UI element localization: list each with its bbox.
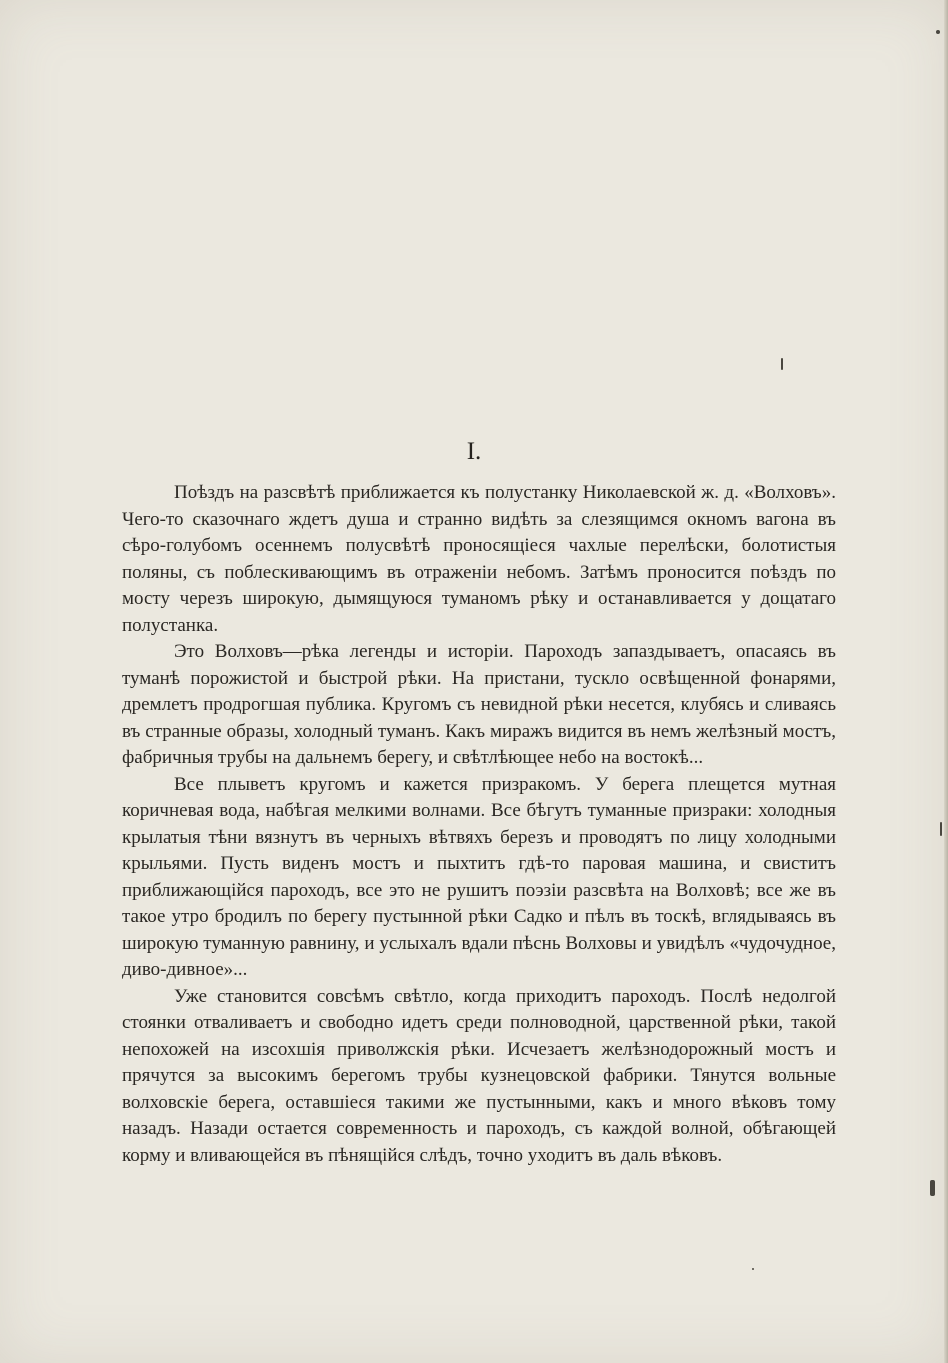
paper-speck xyxy=(940,822,942,836)
chapter-body xyxy=(122,480,836,1169)
paragraph-2: Это Волховъ—рѣка легенды и исторіи. Пароходъ запаздываетъ, опасаясь въ туманѣ порожистой и быстрой рѣки. На пристани, тускло освѣщенной фонарями, дремлетъ продрогшая публика. Кругомъ съ невидной рѣки несется, клубясь и сливаясь въ странные образы, холодный туманъ. Какъ миражъ видится въ немъ желѣзный мостъ, фабричныя трубы на дальнемъ берегу, и свѣтлѣющее небо на востокѣ... xyxy=(122,641,836,768)
paper-speck xyxy=(752,1268,754,1270)
paragraph-4: Уже становится совсѣмъ свѣтло, когда приходитъ пароходъ. Послѣ недолгой стоянки отваливаетъ и свободно идетъ среди полноводной, царственной рѣки, такой непохожей на изсохшія приволжскія рѣки. Исчезаетъ желѣзнодорожный мостъ и прячутся за высокимъ берегомъ трубы кузнецовской фабрики. Тянутся вольные волховскіе берега, оставшіеся такими же пустынными, какъ и много вѣковъ тому назадъ. Назади остается современность и пароходъ, съ каждой волной, обѣгающей корму и вливающейся въ пѣнящійся слѣдъ, точно уходитъ въ даль вѣковъ. xyxy=(122,985,836,1166)
paragraph-3: Все плыветъ кругомъ и кажется призракомъ. У берега плещется мутная коричневая вода, набѣгая мелкими волнами. Все бѣгутъ туманные призраки: холодныя крылатыя тѣни вязнутъ въ черныхъ вѣтвяхъ березъ и проводятъ по лицу холодными крыльями. Пусть виденъ мостъ и пыхтитъ гдѣ-то паровая машина, и свиститъ приближающійся пароходъ, все это не рушитъ поэзіи разсвѣта на Волховѣ; все же въ такое утро бродилъ по берегу пустынной рѣки Садко и пѣлъ въ тоскѣ, вглядываясь въ широкую туманную равнину, и услыхалъ вдали пѣснь Волховы и увидѣлъ «чудочудное, диво-дивное»... xyxy=(122,773,836,980)
paragraph-1: Поѣздъ на разсвѣтѣ приближается къ полустанку Николаевской ж. д. «Волховъ». Чего-то сказочнаго ждетъ душа и странно видѣть за слезящимся окномъ вагона въ сѣро-голубомъ осеннемъ полусвѣтѣ проносящіеся чахлые перелѣски, болотистыя поляны, съ поблескивающимъ въ отраженіи небомъ. Затѣмъ проносится поѣздъ по мосту черезъ широкую, дымящуюся туманомъ рѣку и останавливается у дощатаго полустанка. xyxy=(122,482,836,636)
paper-speck xyxy=(930,1180,935,1196)
paper-speck xyxy=(781,358,783,370)
paper-speck xyxy=(936,30,940,34)
page-edge xyxy=(944,0,948,1363)
chapter-heading: I. xyxy=(466,438,482,465)
